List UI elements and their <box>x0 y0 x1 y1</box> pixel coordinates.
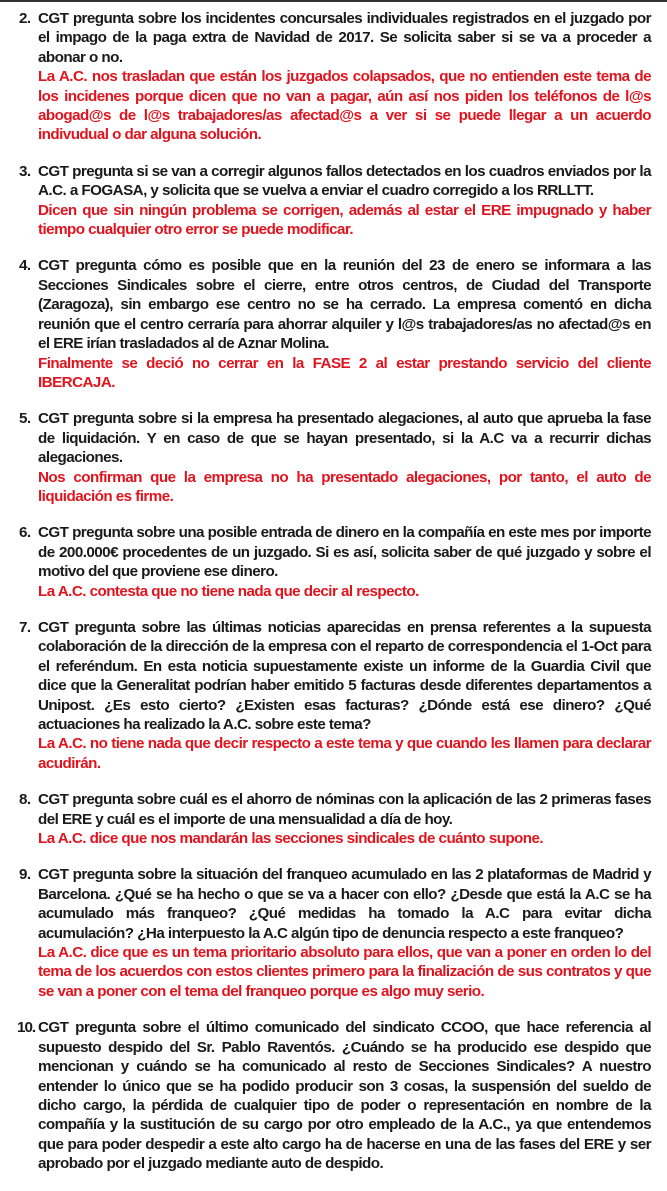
item-number: 7. <box>19 618 31 636</box>
list-item-8 <box>0 790 667 848</box>
list-item-9 <box>0 865 667 1001</box>
cgt-question: CGT pregunta si se van a corregir algunos fallos detectados en los cuadros enviados por la A.C. a FOGASA, y solicita que se vuelva a enviar el cuadro corregido a los RRLLTT. <box>38 162 651 200</box>
cgt-question: CGT pregunta sobre las últimas noticias aparecidas en prensa referentes a la supuesta colaboración de la dirección de la empresa con el reparto de correspondencia el 1-Oct para el referéndum. En esta noticia supuestamente existe un informe de la Guardia Civil que dice que la Generalitat podrían haber emitido 5 facturas desde diferentes departamentos a Unipost. ¿Es esto cierto? ¿Existen esas facturas? ¿Dónde está ese dinero? ¿Qué actuaciones ha realizado la A.C. sobre este tema? <box>38 618 651 733</box>
item-number: 3. <box>19 162 31 180</box>
document-body <box>0 9 667 1191</box>
list-item-10 <box>0 1018 667 1173</box>
item-number: 10. <box>17 1019 36 1037</box>
list-item-4 <box>0 256 667 392</box>
item-number: 8. <box>19 791 31 809</box>
ac-answer: La A.C. nos trasladan que están los juzgados colapsados, que no entienden este tema de los incidenes porque dicen que no van a pagar, aún así nos piden los teléfonos de l@s abogad@s de l@s trabajadores/as afectad@s a ver si se puede llegar a un acuerdo indivudual o dar alguna solución. <box>38 68 651 144</box>
cgt-question: CGT pregunta sobre una posible entrada de dinero en la compañía en este mes por importe de 200.000€ procedentes de un juzgado. Si es así, solicita saber de qué juzgado y sobre el motivo del que proviene ese dinero. <box>38 524 651 581</box>
cgt-question: CGT pregunta sobre el último comunicado del sindicato CCOO, que hace referencia al supuesto despido del Sr. Pablo Raventós. ¿Cuándo se ha producido ese despido que mencionan y cuándo se ha comunicado al resto de Secciones Sindicales? A nuestro entender lo único que se ha podido producir son 3 cosas, la suspensión del sueldo de dicho cargo, la pérdida de cualquier tipo de poder o representación en nombre de la compañía y la sustitución de su cargo por otro empleado de la A.C., ya que entendemos que para poder despedir a este alto cargo ha de hacerse en una de las fases del ERE y ser aprobado por el juzgado mediante auto de despido. <box>38 1019 651 1173</box>
list-item-6 <box>0 523 667 601</box>
list-item-7 <box>0 618 667 773</box>
cgt-question: CGT pregunta sobre si la empresa ha presentado alegaciones, al auto que aprueba la fase de liquidación. Y en caso de que se hayan presentado, si la A.C va a recurrir dichas alegaciones. <box>38 410 651 467</box>
ac-answer: La A.C. no tiene nada que decir respecto a este tema y que cuando les llamen para declarar acudirán. <box>38 735 651 772</box>
ac-answer: La A.C. dice que es un tema prioritario absoluto para ellos, que van a poner en orden lo del tema de los acuerdos con estos clientes primero para la finalización de sus contratos y que se van a poner con el tema del franqueo porque es algo muy serio. <box>38 944 651 1000</box>
item-number: 5. <box>19 410 31 428</box>
cgt-question: CGT pregunta sobre la situación del franqueo acumulado en las 2 plataformas de Madrid y Barcelona. ¿Qué se ha hecho o que se va a hacer con ello? ¿Desde que está la A.C se ha acumulado más franqueo? ¿Qué medidas ha tomado la A.C para evitar dicha acumulación? ¿Ha interpuesto la A.C algún tipo de denuncia respecto a este franqueo? <box>38 866 651 942</box>
item-number: 2. <box>19 10 31 27</box>
item-number: 6. <box>19 524 31 542</box>
item-number: 4. <box>19 257 31 275</box>
list-item-5 <box>0 409 667 506</box>
ac-answer: La A.C. dice que nos mandarán las secciones sindicales de cuánto supone. <box>38 830 544 848</box>
item-number: 9. <box>19 866 31 884</box>
ac-answer: La A.C. contesta que no tiene nada que decir al respecto. <box>38 582 419 600</box>
top-border-rule <box>0 0 667 2</box>
list-item-3 <box>0 162 667 240</box>
cgt-question: CGT pregunta cómo es posible que en la reunión del 23 de enero se informara a las Secciones Sindicales sobre el cierre, entre otros centros, de Ciudad del Transporte (Zaragoza), sin embargo ese centro no se ha cerrado. La empresa comentó en dicha reunión que el centro cerraría para ahorrar alquiler y l@s trabajadores/as no afectad@s en el ERE irían trasladados al de Aznar Molina. <box>38 257 651 353</box>
cgt-question: CGT pregunta sobre cuál es el ahorro de nóminas con la aplicación de las 2 primeras fases del ERE y cuál es el importe de una mensualidad a día de hoy. <box>38 791 651 828</box>
cgt-question: CGT pregunta sobre los incidentes concursales individuales registrados en el juzgado por el impago de la paga extra de Navidad de 2017. Se solicita saber si se va a proceder a abonar o no. <box>38 10 651 66</box>
list-item-2 <box>0 9 667 145</box>
ac-answer: Finalmente se deció no cerrar en la FASE 2 al estar prestando servicio del cliente IBERCAJA. <box>38 354 651 391</box>
ac-answer: Nos confirman que la empresa no ha presentado alegaciones, por tanto, el auto de liquidación es firme. <box>38 468 651 505</box>
ac-answer: Dicen que sin ningún problema se corrigen, además al estar el ERE impugnado y haber tiempo cualquier otro error se puede modificar. <box>38 201 651 239</box>
